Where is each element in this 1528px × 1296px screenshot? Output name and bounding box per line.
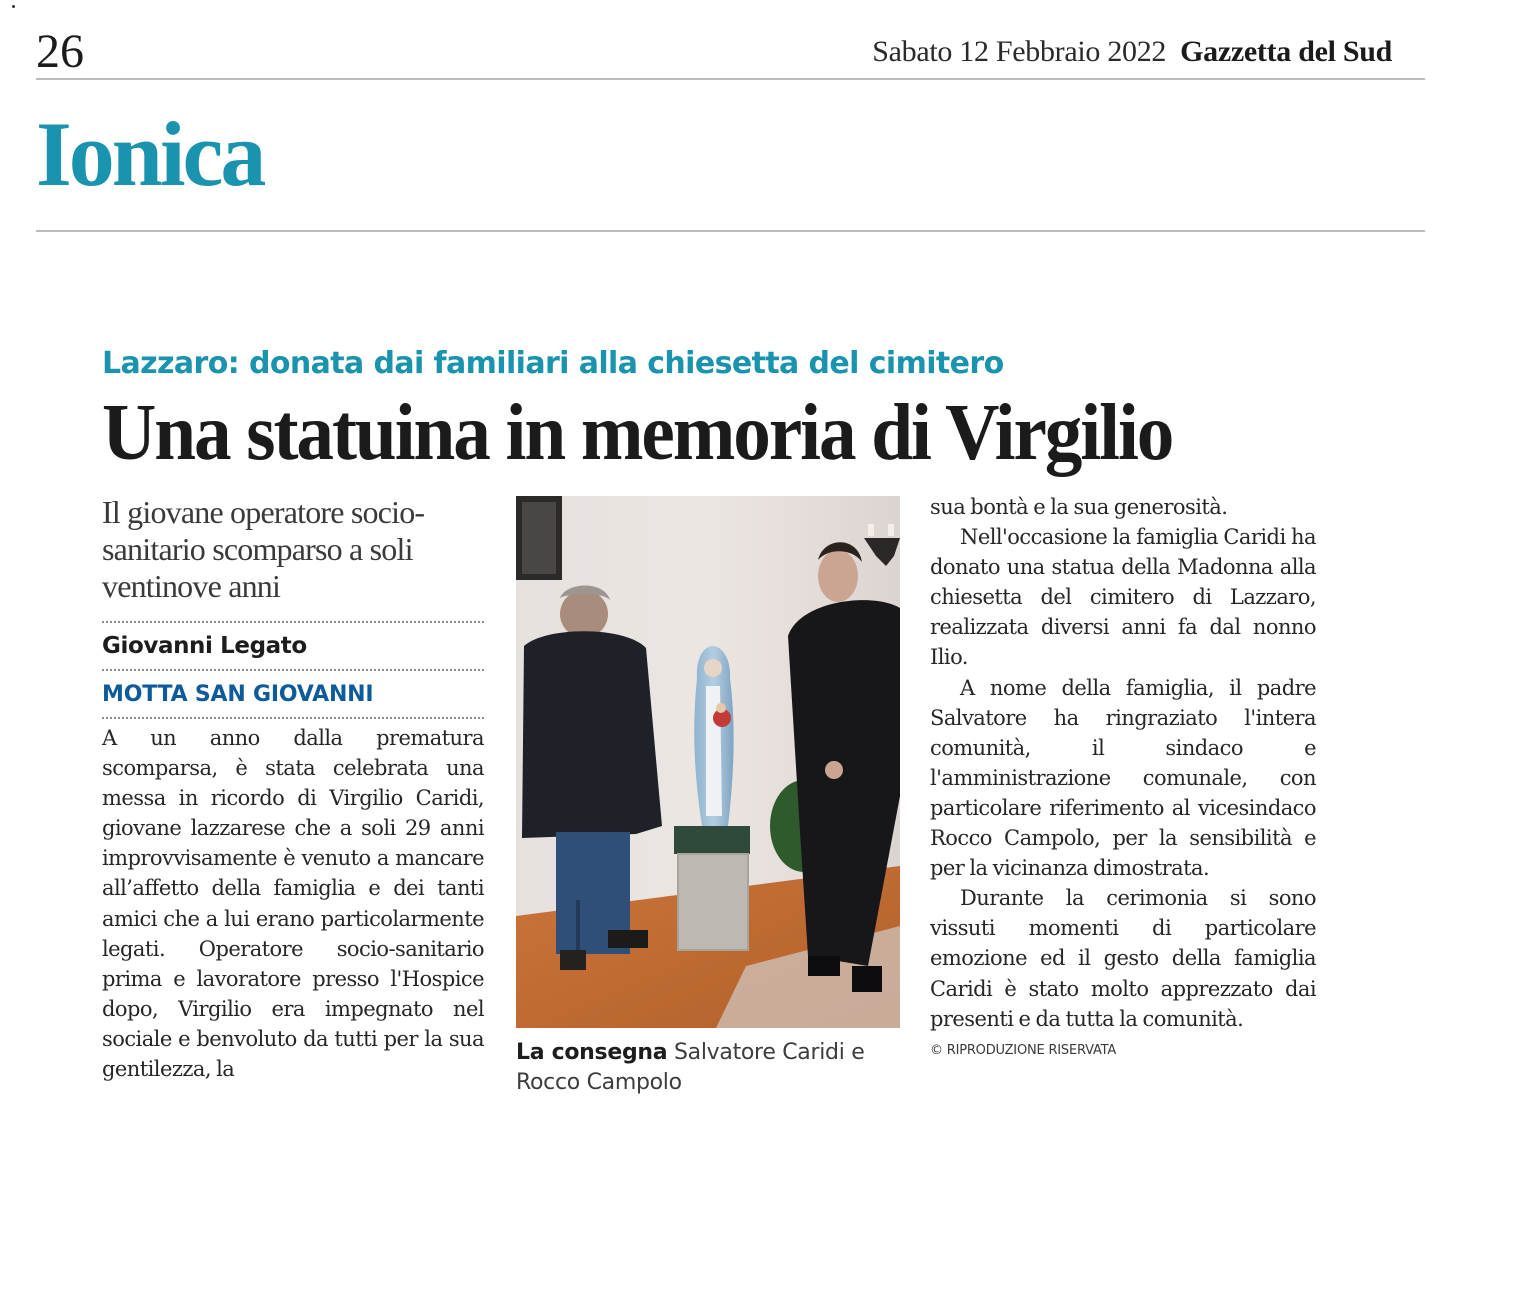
- photo-image: [516, 496, 900, 1028]
- dotted-divider: [102, 717, 484, 719]
- caption-lead: La consegna: [516, 1040, 668, 1065]
- article-photo: [516, 496, 900, 1028]
- photo-caption: [516, 1038, 908, 1098]
- copyright-notice: © RIPRODUZIONE RISERVATA: [930, 1042, 1117, 1058]
- article-summary: Il giovane operatore socio-sanitario scomparso a soli ventinove anni: [102, 494, 425, 604]
- dateline-location: MOTTA SAN GIOVANNI: [102, 682, 374, 707]
- left-column: [102, 494, 484, 1084]
- masthead: [872, 32, 1392, 72]
- paragraph: A un anno dalla prematura scomparsa, è stata celebrata una messa in ricordo di Virgilio Caridi, giovane lazzarese che a soli 29 anni improvvisamente è venuto a mancare all’affetto della famiglia e dei tanti amici che a lui erano particolarmente legati. Operatore socio-sanitario prima e lavoratore presso l'Hospice dopo, Virgilio era impegnato nel sociale e benvoluto da tutti per la sua gentilezza, la: [102, 726, 484, 1082]
- stray-dot: [12, 5, 15, 8]
- paragraph: A nome della famiglia, il padre Salvatore ha ringraziato l'intera comunità, il sindaco e l'amministrazione comunale, con particolare riferimento al vicesindaco Rocco Campolo, per la sensibilità e per la vicinanza dimostrata.: [930, 675, 1316, 881]
- newspaper-name: Gazzetta del Sud: [1180, 35, 1392, 68]
- section-title: Ionica: [36, 103, 264, 205]
- paragraph: Nell'occasione la famiglia Caridi ha donato una statua della Madonna alla chiesetta del cimitero di Lazzaro, realizzata diversi anni fa dal nonno Ilio.: [930, 525, 1316, 670]
- paragraph: sua bontà e la sua generosità.: [930, 495, 1228, 519]
- article-body-part-1: [102, 723, 484, 1084]
- page-number: 26: [36, 25, 84, 78]
- article-headline: Una statuina in memoria di Virgilio: [102, 389, 1173, 477]
- section-rule: [36, 230, 1425, 232]
- right-column: [930, 492, 1316, 1060]
- header-rule: [36, 78, 1425, 80]
- issue-date: Sabato 12 Febbraio 2022: [872, 35, 1167, 68]
- article-kicker: Lazzaro: donata dai familiari alla chiesetta del cimitero: [102, 346, 1004, 381]
- author-byline: Giovanni Legato: [102, 633, 307, 659]
- paragraph: Durante la cerimonia si sono vissuti momenti di particolare emozione ed il gesto della famiglia Caridi è stato molto apprezzato dai presenti e da tutta la comunità.: [930, 886, 1316, 1031]
- dotted-divider: [102, 669, 484, 671]
- dotted-divider: [102, 621, 484, 623]
- article-body-part-2: [930, 492, 1316, 1034]
- caption-text: Salvatore Caridi e Rocco Campolo: [516, 1040, 865, 1095]
